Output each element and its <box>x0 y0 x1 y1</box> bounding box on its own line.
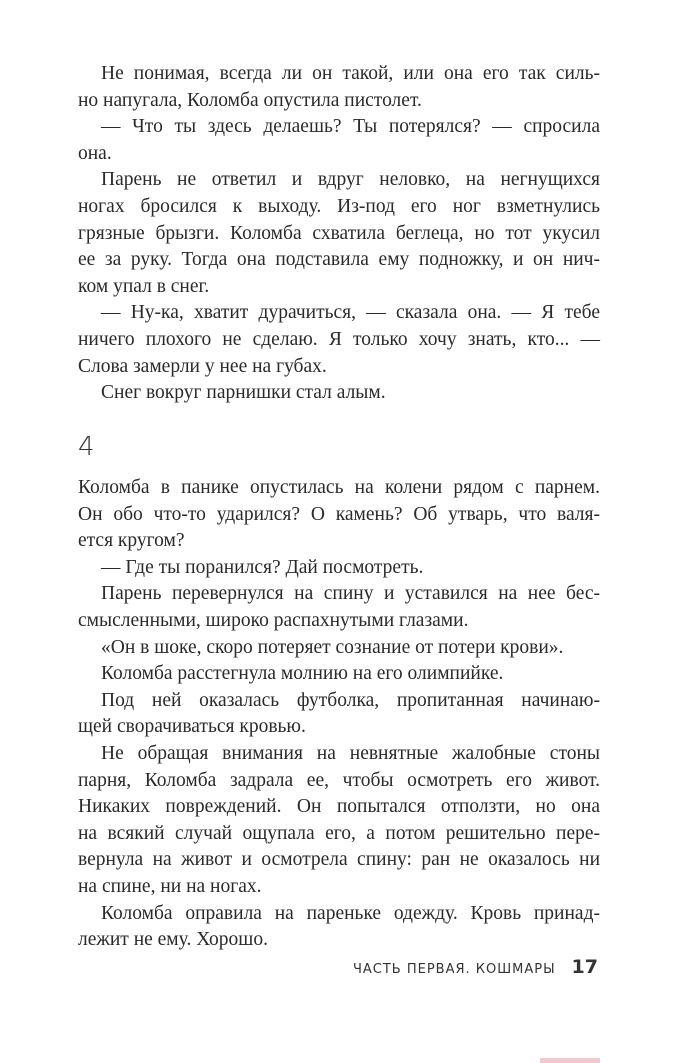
text-line: ется кругом? <box>78 530 185 552</box>
text-line: ком упал в снег. <box>78 275 210 297</box>
text-line: ничего плохого не сделаю. Я только хочу знать, кто... — <box>78 328 600 350</box>
text-line: Парень перевернулся на спину и уставился на нее бес- <box>101 583 600 605</box>
text-line: вернула на живот и осмотрела спину: ран не оказалось ни <box>78 849 600 871</box>
text-line: «Он в шоке, скоро потеряет сознание от потери крови». <box>101 636 564 658</box>
running-head: ЧАСТЬ ПЕРВАЯ. КОШМАРЫ <box>352 962 556 977</box>
chapter-number: 4 <box>78 432 95 462</box>
text-line: грязные брызги. Коломба схватила беглеца, но тот укусил <box>78 222 600 244</box>
text-line: ее за руку. Тогда она подставила ему подножку, и он нич- <box>78 249 600 271</box>
text-line: Парень не ответил и вдруг неловко, на негнущихся <box>101 169 600 191</box>
text-line: — Ну-ка, хватит дурачиться, — сказала она. — Я тебе <box>101 302 600 324</box>
text-line: Коломба в панике опустилась на колени рядом с парнем. <box>78 477 600 498</box>
text-line: Никаких повреждений. Он попытался отползти, но она <box>78 796 600 818</box>
text-line: Не обращая внимания на невнятные жалобные стоны <box>101 742 600 764</box>
text-line: Под ней оказалась футболка, пропитанная начинаю- <box>101 689 600 711</box>
text-line: Коломба расстегнула молнию на его олимпийке. <box>101 663 504 685</box>
text-line: щей сворачиваться кровью. <box>78 716 306 738</box>
text-line: Коломба оправила на пареньке одежду. Кровь принад- <box>101 902 600 924</box>
page-footer <box>353 956 598 978</box>
text-line: смысленными, широко распахнутыми глазами. <box>78 609 469 631</box>
text-line: Он обо что-то ударился? О камень? Об утварь, что валя- <box>78 503 600 525</box>
page-number: 17 <box>571 956 598 978</box>
text-line: — Что ты здесь делаешь? Ты потерялся? — спросила <box>101 116 600 138</box>
text-line: но напугала, Коломба опустила пистолет. <box>78 89 422 111</box>
text-line: на всякий случай ощупала его, а потом решительно пере- <box>78 822 600 844</box>
text-line: парня, Коломба задрала ее, чтобы осмотреть его живот. <box>78 769 600 791</box>
text-line: Снег вокруг парнишки стал алым. <box>101 382 386 404</box>
edge-mark <box>540 1058 600 1063</box>
text-section-1 <box>78 61 600 407</box>
text-section-2 <box>78 475 600 954</box>
text-line: она. <box>78 142 112 164</box>
text-line: на спине, ни на ногах. <box>78 875 262 897</box>
text-line: Не понимая, всегда ли он такой, или она его так силь- <box>101 63 600 84</box>
text-line: ногах бросился к выходу. Из-под его ног взметнулись <box>78 195 600 217</box>
text-line: лежит не ему. Хорошо. <box>78 929 268 951</box>
text-line: Слова замерли у нее на губах. <box>78 355 327 377</box>
text-line: — Где ты поранился? Дай посмотреть. <box>101 556 424 578</box>
